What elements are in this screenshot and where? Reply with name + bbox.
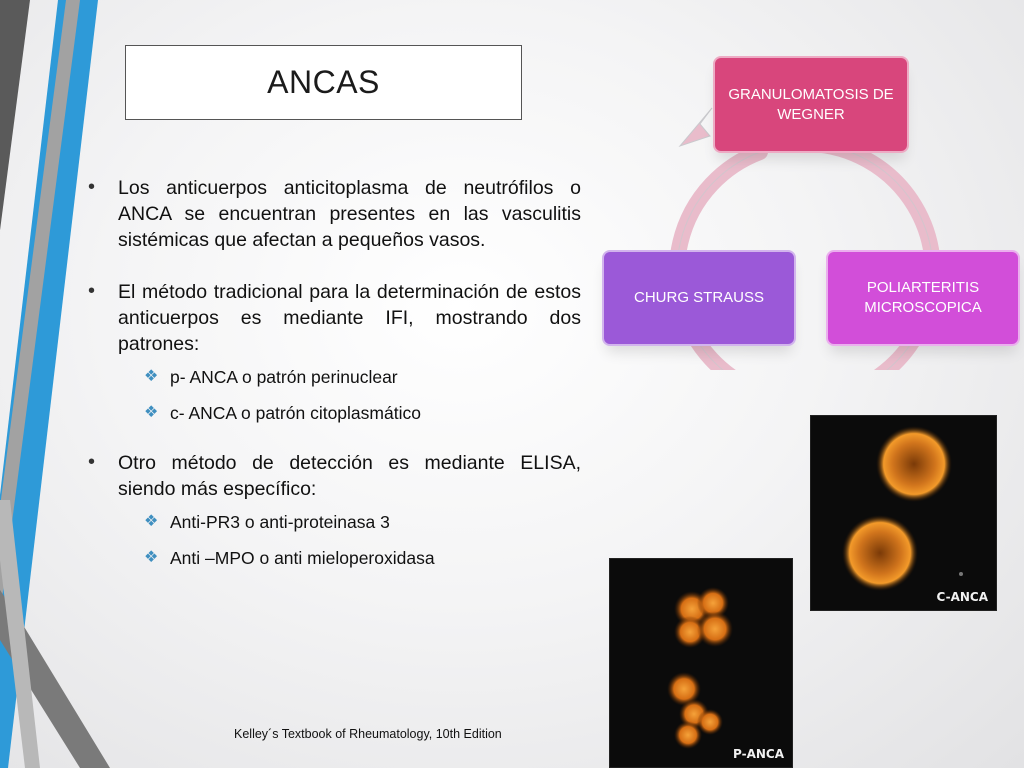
bullet-dot-icon: • <box>88 176 96 198</box>
bullet-item <box>88 450 581 569</box>
diamond-bullet-icon: ❖ <box>144 404 159 421</box>
cell-lobe <box>697 709 723 735</box>
c-anca-micrograph <box>810 415 997 611</box>
bullet-list <box>88 175 581 595</box>
diagram-node-poliarteritis <box>826 250 1020 346</box>
sub-bullet-item <box>118 511 581 533</box>
sub-bullet-text: c- ANCA o patrón citoplasmático <box>170 403 421 423</box>
c-anca-cells <box>811 416 997 611</box>
cycle-diagram <box>590 50 1024 370</box>
sub-bullet-list <box>118 366 581 424</box>
cell <box>842 515 918 591</box>
sub-bullet-text: Anti –MPO o anti mieloperoxidasa <box>170 548 435 568</box>
p-anca-cells <box>610 559 793 768</box>
sub-bullet-text: p- ANCA o patrón perinuclear <box>170 367 398 387</box>
bullet-dot-icon: • <box>88 280 96 302</box>
bullet-item <box>88 175 581 253</box>
diagram-node-churg-strauss <box>602 250 796 346</box>
cell-lobe <box>697 611 733 647</box>
node-label: CHURG STRAUSS <box>633 289 764 306</box>
cycle-arrowhead <box>680 108 712 146</box>
bullet-text: Los anticuerpos anticitoplasma de neutrófilos o ANCA se encuentran presentes en las vasculitis sistémicas que afectan a pequeños vasos. <box>118 177 581 251</box>
cell <box>876 426 952 502</box>
bullet-dot-icon: • <box>88 451 96 473</box>
p-anca-label: P-ANCA <box>733 747 784 761</box>
diamond-bullet-icon: ❖ <box>144 513 159 530</box>
node-label: POLIARTERITIS MICROSCOPICA <box>864 279 982 316</box>
slide-title: ANCAS <box>267 64 380 100</box>
diamond-bullet-icon: ❖ <box>144 368 159 385</box>
title-box <box>125 45 522 120</box>
sub-bullet-item <box>118 547 581 569</box>
sub-bullet-item <box>118 366 581 388</box>
diamond-bullet-icon: ❖ <box>144 549 159 566</box>
c-anca-label: C-ANCA <box>936 590 988 604</box>
node-label: GRANULOMATOSIS DE WEGNER <box>728 85 894 123</box>
cell-speck <box>959 572 963 576</box>
bullet-item <box>88 279 581 424</box>
sub-bullet-text: Anti-PR3 o anti-proteinasa 3 <box>170 512 390 532</box>
p-anca-micrograph <box>609 558 793 768</box>
citation: Kelley´s Textbook of Rheumatology, 10th Edition <box>234 727 502 741</box>
diagram-node-wegner <box>713 56 909 153</box>
bullet-text: El método tradicional para la determinación de estos anticuerpos es mediante IFI, mostrando dos patrones: <box>118 281 581 355</box>
sub-bullet-list <box>118 511 581 569</box>
sub-bullet-item <box>118 402 581 424</box>
bullet-text: Otro método de detección es mediante ELISA, siendo más específico: <box>118 452 581 500</box>
